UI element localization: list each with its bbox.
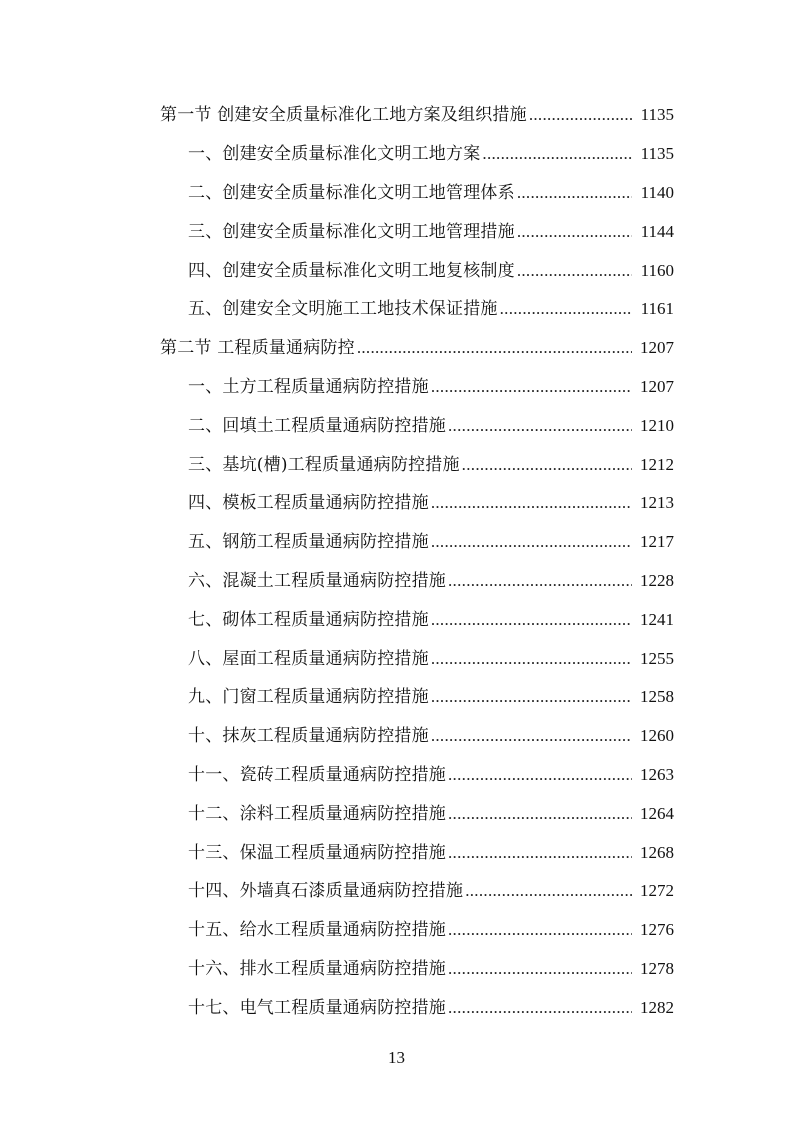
toc-entry-title: 十四、外墙真石漆质量通病防控措施 [188,881,464,902]
toc-entry-title: 十一、瓷砖工程质量通病防控措施 [188,764,446,785]
toc-dot-leader [462,455,632,475]
toc-dot-leader [517,261,632,281]
toc-dot-leader [431,610,632,630]
toc-dot-leader [517,183,632,203]
toc-entry-page: 1144 [640,221,674,241]
toc-dot-leader [448,571,632,591]
toc-entry-page: 1213 [640,493,674,513]
toc-entry-title: 第二节 工程质量通病防控 [160,338,355,359]
toc-entry-title: 八、屋面工程质量通病防控措施 [188,648,429,669]
toc-entry-section-2[interactable] [0,329,793,368]
toc-dot-leader [431,377,632,397]
toc-entry-title: 十六、排水工程质量通病防控措施 [188,958,446,979]
toc-entry-page: 1135 [640,105,674,125]
toc-entry[interactable] [0,212,793,251]
toc-dot-leader [465,881,632,901]
toc-entry[interactable] [0,988,793,1027]
toc-entry-title: 一、创建安全质量标准化文明工地方案 [188,144,481,165]
toc-entry[interactable] [0,872,793,911]
toc-entry-title: 五、钢筋工程质量通病防控措施 [188,532,429,553]
toc-entry[interactable] [0,445,793,484]
toc-entry-title: 一、土方工程质量通病防控措施 [188,376,429,397]
toc-entry-title: 四、模板工程质量通病防控措施 [188,493,429,514]
toc-entry-title: 十三、保温工程质量通病防控措施 [188,842,446,863]
toc-entry-section-1[interactable] [0,96,793,135]
toc-entry[interactable] [0,794,793,833]
toc-entry-title: 五、创建安全文明施工工地技术保证措施 [188,299,498,320]
toc-entry[interactable] [0,639,793,678]
toc-entry[interactable] [0,523,793,562]
toc-entry-page: 1276 [640,920,674,940]
toc-entry-page: 1210 [640,415,674,435]
toc-entry[interactable] [0,600,793,639]
toc-dot-leader [448,843,632,863]
toc-entry[interactable] [0,290,793,329]
toc-entry-page: 1268 [640,842,674,862]
toc-entry-page: 1140 [640,182,674,202]
toc-entry-page: 1278 [640,958,674,978]
toc-entry-page: 1255 [640,648,674,668]
toc-entry-page: 1263 [640,764,674,784]
toc-dot-leader [431,493,632,513]
toc-entry-page: 1135 [640,144,674,164]
toc-entry-page: 1258 [640,687,674,707]
toc-entry-title: 十五、给水工程质量通病防控措施 [188,920,446,941]
toc-entry-page: 1282 [640,997,674,1017]
toc-dot-leader [448,804,632,824]
toc-entry-page: 1272 [640,881,674,901]
toc-entry[interactable] [0,717,793,756]
toc-entry[interactable] [0,484,793,523]
toc-entry-page: 1241 [640,609,674,629]
toc-entry-title: 十七、电气工程质量通病防控措施 [188,997,446,1018]
toc-dot-leader [482,144,632,164]
toc-entry-page: 1260 [640,726,674,746]
toc-entry[interactable] [0,368,793,407]
toc-entry-title: 二、回填土工程质量通病防控措施 [188,415,446,436]
toc-entry[interactable] [0,833,793,872]
toc-entry-title: 三、基坑(槽)工程质量通病防控措施 [188,454,460,475]
toc-entry-page: 1160 [640,260,674,280]
toc-entry-page: 1228 [640,570,674,590]
toc-dot-leader [431,649,632,669]
toc-dot-leader [500,299,632,319]
toc-entry[interactable] [0,251,793,290]
toc-entry[interactable] [0,756,793,795]
toc-dot-leader [431,726,632,746]
toc-dot-leader [448,998,632,1018]
toc-entry-title: 二、创建安全质量标准化文明工地管理体系 [188,182,515,203]
toc-entry-page: 1264 [640,803,674,823]
toc-dot-leader [431,687,632,707]
table-of-contents [0,96,793,1027]
page-number: 13 [388,1048,405,1067]
toc-entry-title: 九、门窗工程质量通病防控措施 [188,687,429,708]
toc-entry[interactable] [0,135,793,174]
toc-dot-leader [529,105,632,125]
toc-dot-leader [517,222,632,242]
toc-dot-leader [448,959,632,979]
toc-entry-title: 六、混凝土工程质量通病防控措施 [188,570,446,591]
toc-dot-leader [448,416,632,436]
toc-dot-leader [357,338,632,358]
toc-entry[interactable] [0,950,793,989]
toc-entry-title: 四、创建安全质量标准化文明工地复核制度 [188,260,515,281]
toc-entry-title: 七、砌体工程质量通病防控措施 [188,609,429,630]
toc-entry[interactable] [0,174,793,213]
toc-entry-title: 三、创建安全质量标准化文明工地管理措施 [188,221,515,242]
toc-entry[interactable] [0,406,793,445]
toc-dot-leader [448,765,632,785]
toc-entry-title: 十、抹灰工程质量通病防控措施 [188,726,429,747]
toc-dot-leader [431,532,632,552]
toc-entry-title: 第一节 创建安全质量标准化工地方案及组织措施 [160,105,527,126]
toc-entry[interactable] [0,911,793,950]
toc-entry[interactable] [0,562,793,601]
toc-entry-page: 1161 [640,299,674,319]
toc-entry-page: 1212 [640,454,674,474]
toc-entry-page: 1217 [640,532,674,552]
toc-entry-page: 1207 [640,376,674,396]
toc-dot-leader [448,920,632,940]
toc-entry-page: 1207 [640,338,674,358]
toc-entry[interactable] [0,678,793,717]
toc-entry-title: 十二、涂料工程质量通病防控措施 [188,803,446,824]
